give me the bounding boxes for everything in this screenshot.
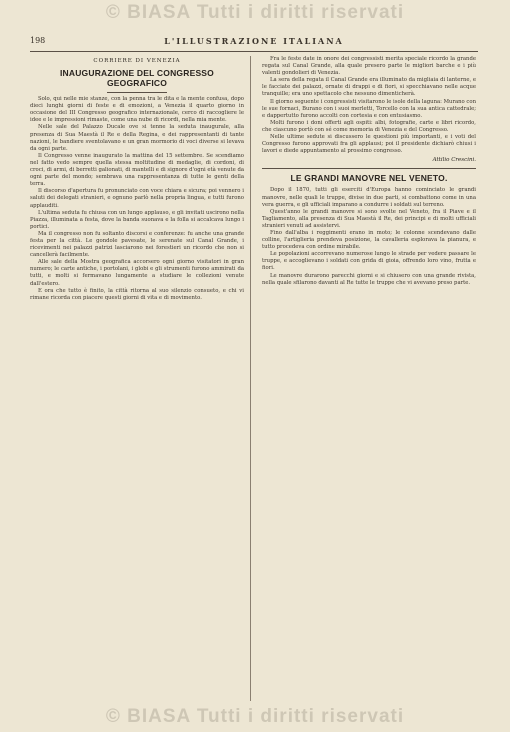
- article-paragraph: Nelle ultime sedute si discussero le questioni più importanti, e i voti del Congresso furono approvati fra gli applausi; poi il presidente dichiarò chiusi i lavori e diede appuntamento al prossimo congresso.: [262, 134, 476, 155]
- article-paragraph: Il Congresso venne inaugurato la mattina del 15 settembre. Se scendiamo nel fatto vedo sempre quella stessa moltitudine di medaglie, di cordoni, di croci, di armi, di berretti galionati, di mantelli e di signore d'ogni età venute da ogni parte del mondo; sembrava una rappresentanza di tutte le genti della terra.: [30, 152, 244, 188]
- article-divider: [262, 168, 476, 169]
- article-paragraph: Fra le feste date in onore dei congressisti merita speciale ricordo la grande regata sul Canal Grande, alla quale presero parte le migliori barche e i più valenti gondolieri di Venezia.: [262, 56, 476, 77]
- header-rule: [30, 51, 478, 52]
- page-header: [30, 36, 478, 50]
- article-paragraph: Il discorso d'apertura fu pronunciato con voce chiara e sicura; poi vennero i saluti dei delegati stranieri, e ognuno parlò nella propria lingua, e tutti furono applauditi.: [30, 188, 244, 209]
- masthead: L'ILLUSTRAZIONE ITALIANA: [164, 36, 344, 46]
- column-separator: [250, 56, 251, 701]
- article-paragraph: Dopo il 1870, tutti gli eserciti d'Europa hanno cominciato le grandi manovre, nelle quali le truppe, divise in due parti, si combattono come in una vera guerra, e gli ufficiali imparano a condurre i soldati sul terreno.: [262, 187, 476, 208]
- headline-divider: [107, 92, 167, 93]
- article-paragraph: Solo, qui nelle mie stanze, con la penna tra le dita e la mente confusa, dopo dieci lunghi giorni di feste e di emozioni, a Venezia il quarto giorno in occasione del III Congresso geografico internazionale, cerco di raccogliere le idee e le impressioni rimaste, come una nube di ricordi, nella mia mente.: [30, 96, 244, 124]
- right-article-body-top: [262, 56, 476, 155]
- article-paragraph: E ora che tutto è finito, la città ritorna al suo silenzio consueto, e chi vi rimane ricorda con piacere questi giorni di vita e di movimento.: [30, 287, 244, 301]
- article-paragraph: Nelle sale del Palazzo Ducale ove si tenne la seduta inaugurale, alla presenza di Sua Maestà il Re e della Regina, e dei rappresentanti di tante nazioni, le bandiere sventolavano e un gran mormorio di voci diverse si levava da ogni parte.: [30, 124, 244, 152]
- headline-congress: INAUGURAZIONE DEL CONGRESSO GEOGRAFICO: [59, 68, 214, 89]
- right-column: [262, 56, 476, 701]
- left-column: [30, 56, 244, 701]
- section-label: CORRIERE DI VENEZIA: [93, 58, 181, 64]
- article-paragraph: Il giorno seguente i congressisti visitarono le isole della laguna: Murano con le sue fornaci, Burano con i suoi merletti, Torcello con la sua antica cattedrale; e dappertutto furono accolti con cortesia e con entusiasmo.: [262, 98, 476, 119]
- article-paragraph: Ma il congresso non fu soltanto discorsi e conferenze: fu anche una grande festa per la città. Le gondole pavesate, le serenate sul Canal Grande, i ricevimenti nei palazzi patrizi lasciarono nei forestieri un ricordo che non si cancellerà facilmente.: [30, 230, 244, 259]
- watermark-bottom: © BIASA Tutti i diritti riservati: [105, 706, 405, 727]
- author-signature: Attilio Crescini.: [432, 157, 476, 164]
- article-paragraph: La sera della regata il Canal Grande era illuminato da migliaia di lanterne, e le facciate dei palazzi, ornate di drappi e di fiori, si specchiavano nelle acque tranquille; era uno spettacolo che nessuno dimenticherà.: [262, 77, 476, 98]
- right-article-body-bottom: [262, 187, 476, 286]
- article-paragraph: Le manovre durarono parecchi giorni e si chiusero con una grande rivista, nella quale sfilarono davanti al Re tutte le truppe che vi avevano preso parte.: [262, 272, 476, 286]
- left-article-body: [30, 96, 244, 302]
- page-number: 198: [30, 36, 46, 45]
- article-paragraph: Molti furono i doni offerti agli ospiti: albi, fotografie, carte e libri ricordo, che ciascuno portò con sé come memoria di Venezia e del Congresso.: [262, 119, 476, 133]
- article-paragraph: Quest'anno le grandi manovre si sono svolte nel Veneto, fra il Piave e il Tagliamento, alla presenza di Sua Maestà il Re, dei principi e di molti ufficiali stranieri venuti ad assistervi.: [262, 208, 476, 229]
- article-paragraph: Le popolazioni accorrevano numerose lungo le strade per vedere passare le truppe, e accoglievano i soldati con grida di gioia, offrendo loro vino, frutta e fiori.: [262, 251, 476, 272]
- headline-manovre: LE GRANDI MANOVRE NEL VENETO.: [290, 173, 448, 184]
- article-paragraph: Fino dall'alba i reggimenti erano in moto; le colonne scendevano dalle colline, l'artiglieria prendeva posizione, la cavalleria esplorava la pianura, e tutto procedeva con ordine mirabile.: [262, 229, 476, 251]
- article-paragraph: Alle sale della Mostra geografica accorsero ogni giorno visitatori in gran numero; le carte antiche, i portolani, i globi e gli strumenti furono ammirati da tutti, e molti si fermavano lungamente a studiare le collezioni venute dall'estero.: [30, 259, 244, 287]
- watermark-top: © BIASA Tutti i diritti riservati: [105, 2, 405, 23]
- article-paragraph: L'ultima seduta fu chiusa con un lungo applauso, e gli invitati uscirono nella Piazza, illuminata a festa, dove la banda suonava e la folla si accalcava lungo i portici.: [30, 209, 244, 230]
